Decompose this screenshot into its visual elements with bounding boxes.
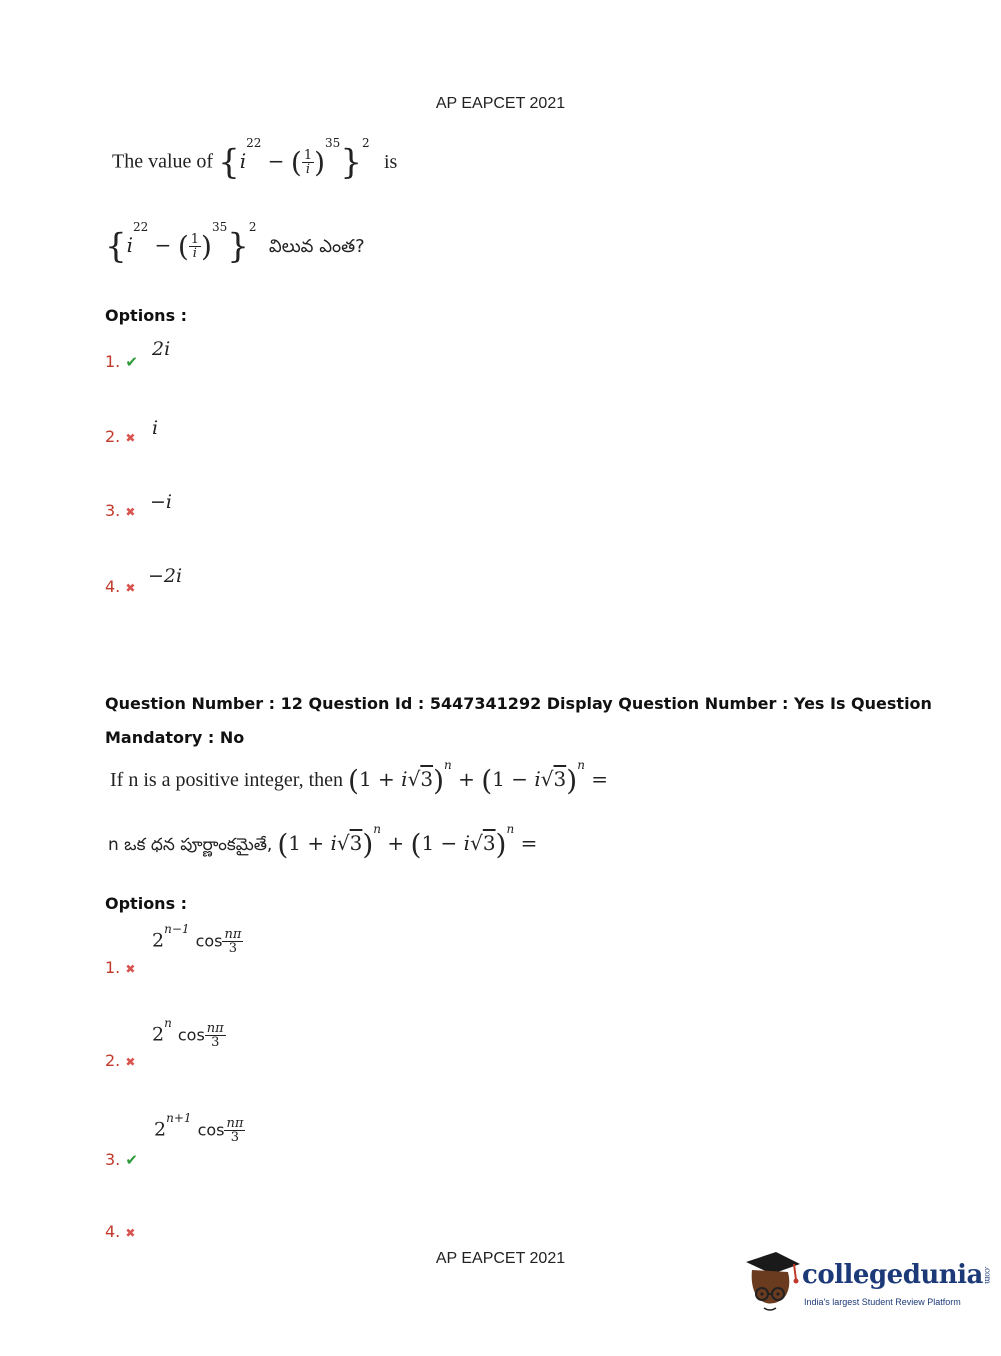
q11-option-2: 2. ✖: [105, 427, 136, 446]
logo-name: collegedunia: [802, 1260, 983, 1290]
q11-option-4-text: −2i: [148, 565, 183, 587]
q11-option-2-text: i: [152, 417, 159, 439]
q12-en-expression: $(1 + i√3)^n + (1 - i√3)^n$ =: [348, 758, 609, 797]
cross-icon: ✖: [125, 1055, 136, 1069]
cross-icon: ✖: [125, 581, 136, 595]
q11-option-3: 3. ✖: [105, 501, 136, 520]
q12-option-3: 3. ✔: [105, 1150, 138, 1169]
q12-option-4: 4. ✖: [105, 1222, 136, 1241]
cross-icon: ✖: [125, 1226, 136, 1240]
page-header: AP EAPCET 2021: [435, 95, 566, 112]
q11-te-expression: {$i^{22}$ − ( $\frac{1}{i}$ )$^{35}$}$^2$: [105, 220, 257, 266]
q11-telugu-text: [105, 220, 365, 266]
q11-option-4: 4. ✖: [105, 577, 136, 596]
q11-en-suffix: is: [383, 150, 398, 173]
collegedunia-logo: [742, 1250, 992, 1320]
q12-en-prefix: If n is a positive integer, then: [110, 769, 344, 791]
q12-te-expression: $(1 + i√3)^n + (1 - i√3)^n$ =: [277, 822, 538, 861]
mascot-icon: [742, 1250, 802, 1314]
q11-options-label: Options :: [105, 306, 188, 325]
q12-meta-line1: Question Number : 12 Question Id : 5447341292 Display Question Number : Yes Is Question: [105, 694, 932, 713]
q12-meta-line2: Mandatory : No: [105, 728, 245, 747]
q11-en-expression: {$i^{22}$ − ( $\frac{1}{i}$ )$^{35}$}$^2$: [218, 136, 370, 182]
q12-option-3-text: $2^{n+1}$ cos $\frac{n\pi}{3}$: [154, 1111, 244, 1145]
q12-te-prefix: n ఒక ధన పూర్ణాంకమైతే,: [108, 835, 273, 855]
q11-option-1-text: 2i: [152, 338, 171, 360]
check-icon: ✔: [125, 353, 138, 371]
q11-te-suffix: విలువ ఎంత?: [268, 235, 365, 257]
q11-option-1: 1. ✔: [105, 352, 138, 371]
q11-option-3-text: −i: [150, 491, 172, 513]
page-footer: AP EAPCET 2021: [435, 1250, 566, 1267]
q12-english-text: [110, 758, 609, 797]
q12-telugu-text: [108, 822, 538, 861]
q11-en-prefix: The value of: [112, 150, 214, 173]
check-icon: ✔: [125, 1151, 138, 1169]
q11-english-text: [112, 136, 398, 182]
q12-options-label: Options :: [105, 894, 188, 913]
logo-com: .com: [982, 1265, 992, 1283]
cross-icon: ✖: [125, 505, 136, 519]
cross-icon: ✖: [125, 431, 136, 445]
q12-option-2: 2. ✖: [105, 1051, 136, 1070]
cross-icon: ✖: [125, 962, 136, 976]
q12-option-1: 1. ✖: [105, 958, 136, 977]
q12-option-1-text: $2^{n-1}$ cos $\frac{n\pi}{3}$: [152, 922, 242, 956]
logo-tagline: India's largest Student Review Platform: [804, 1297, 961, 1307]
q12-option-2-text: 2$^n$ cos $\frac{n\pi}{3}$: [152, 1016, 224, 1050]
